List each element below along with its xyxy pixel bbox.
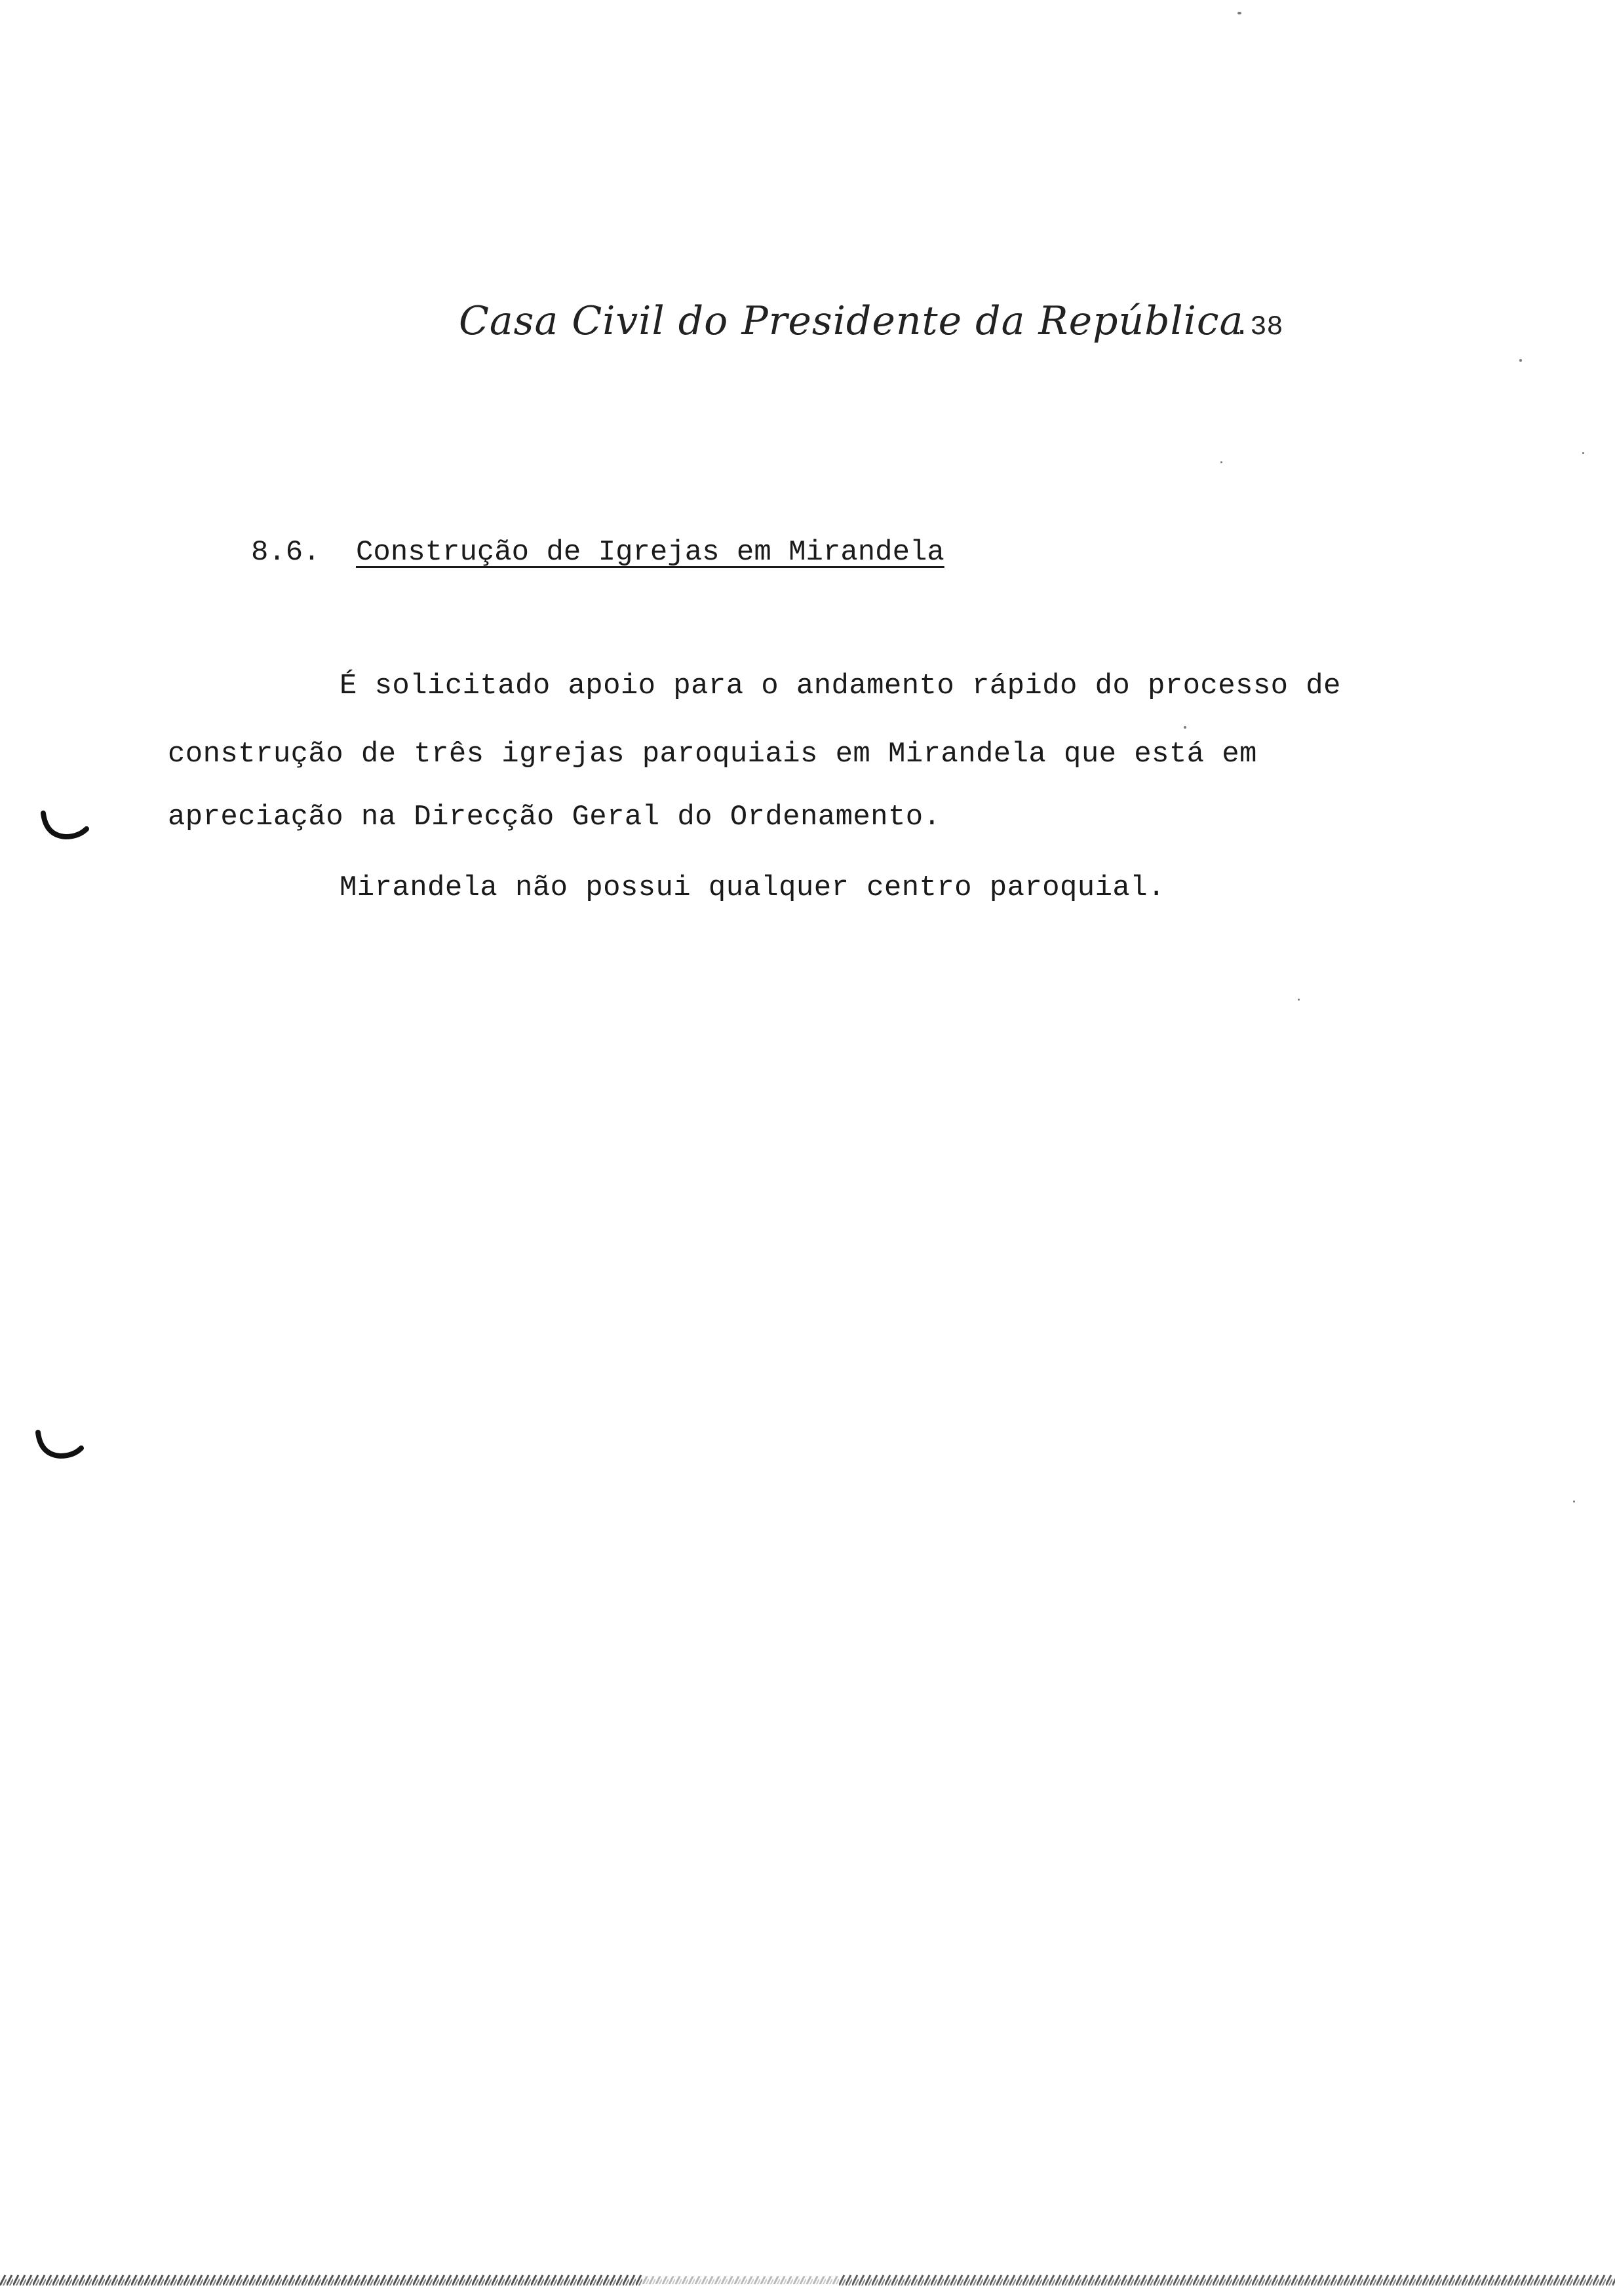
body-line-4: Mirandela não possui qualquer centro paroquial. (340, 871, 1165, 904)
body-line-2: construção de três igrejas paroquiais em Mirandela que está em (168, 738, 1257, 771)
letterhead: Casa Civil do Presidente da República (459, 298, 1244, 344)
scan-speck (1573, 1501, 1575, 1502)
body-line-3: apreciação na Direcção Geral do Ordenamento. (168, 801, 941, 833)
scan-speck (1582, 452, 1584, 454)
scan-speck (1220, 461, 1222, 463)
binder-hole-mark (39, 809, 92, 849)
scan-speck (1298, 999, 1300, 1001)
scan-edge-noise (0, 2272, 1615, 2288)
section-heading (251, 536, 944, 569)
scan-speck (1237, 12, 1241, 14)
section-title: Construção de Igrejas em Mirandela (356, 536, 944, 569)
binder-hole-mark (34, 1428, 87, 1468)
scan-speck (1519, 359, 1522, 362)
body-line-1: É solicitado apoio para o andamento rápido do processo de (340, 670, 1341, 702)
scan-speck (1184, 726, 1186, 729)
page-number: .38 (1234, 311, 1283, 343)
section-number: 8.6. (251, 536, 321, 569)
